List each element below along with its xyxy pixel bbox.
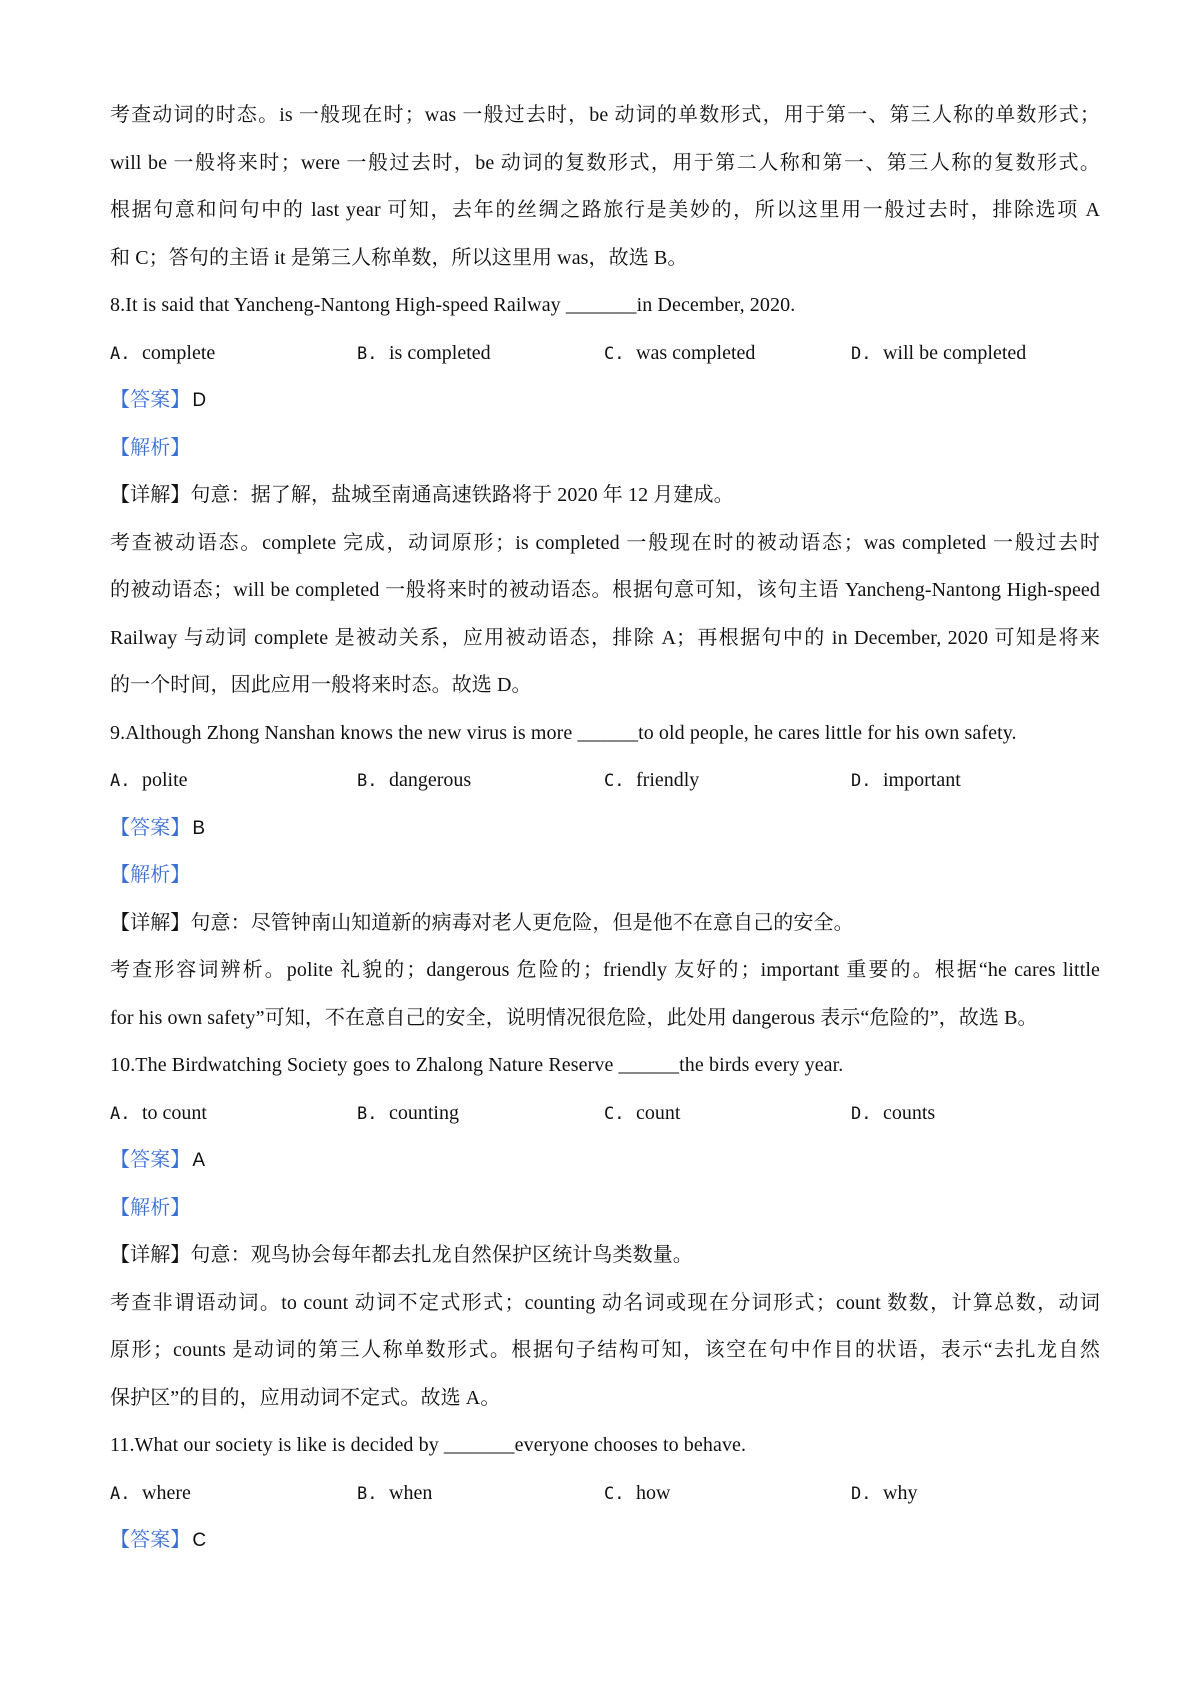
option-c	[604, 1090, 851, 1138]
option-letter: C.	[604, 1483, 625, 1504]
option-letter: C.	[604, 343, 625, 364]
detail-line	[110, 900, 1100, 948]
option-text: why	[883, 1481, 918, 1504]
explanation-line: Railway 与动词 complete 是被动关系，应用被动语态，排除 A；再根据句中的 in December, 2020 可知是将来	[110, 626, 1100, 649]
explanation-line: 的一个时间，因此应用一般将来时态。故选 D。	[110, 674, 532, 696]
question-stem: 11.What our society is like is decided by _______everyone chooses to behave.	[110, 1434, 747, 1456]
option-text: counting	[389, 1101, 459, 1124]
option-text: was completed	[636, 341, 756, 364]
option-letter: B.	[357, 1103, 378, 1124]
option-text: complete	[142, 341, 216, 364]
intro-line: 和 C；答句的主语 it 是第三人称单数，所以这里用 was，故选 B。	[110, 246, 688, 269]
analysis-tag: 【解析】	[110, 864, 191, 886]
option-d	[851, 330, 1098, 378]
analysis-tag: 【解析】	[110, 436, 191, 459]
option-letter: C.	[604, 771, 625, 791]
option-a	[110, 330, 357, 378]
option-letter: A.	[110, 771, 131, 791]
options-row	[110, 330, 1100, 378]
option-a	[110, 757, 357, 805]
detail-line	[110, 1232, 1100, 1280]
answer-line	[110, 1517, 1100, 1565]
option-b	[357, 330, 604, 378]
detail-text: 句意：据了解，盐城至南通高速铁路将于 2020 年 12 月建成。	[190, 484, 734, 506]
answer-tag: 【答案】	[110, 1149, 191, 1171]
option-text: will be completed	[883, 341, 1027, 364]
answer-line	[110, 377, 1100, 425]
question-stem: 9.Although Zhong Nanshan knows the new virus is more ______to old people, he cares little for his own safety.	[110, 721, 1017, 744]
answer-tag: 【答案】	[110, 389, 191, 411]
detail-text: 句意：观鸟协会每年都去扎龙自然保护区统计鸟类数量。	[190, 1244, 693, 1266]
answer-line	[110, 805, 1100, 853]
detail-tag: 【详解】	[110, 911, 191, 934]
answer-value: A	[192, 1150, 206, 1171]
question-stem: 10.The Birdwatching Society goes to Zhalong Nature Reserve ______the birds every year.	[110, 1054, 844, 1076]
analysis-line	[110, 1185, 1100, 1233]
option-letter: A.	[110, 1103, 131, 1124]
option-d	[851, 1470, 1098, 1518]
detail-tag: 【详解】	[110, 484, 191, 506]
option-text: where	[142, 1481, 191, 1504]
option-d	[851, 1090, 1098, 1138]
option-letter: A.	[110, 1483, 131, 1504]
analysis-line	[110, 425, 1100, 473]
option-b	[357, 1470, 604, 1518]
explanation-line: 考查形容词辨析。polite 礼貌的；dangerous 危险的；friendly 友好的；important 重要的。根据“he cares little	[110, 959, 1100, 981]
option-letter: B.	[357, 771, 378, 791]
detail-line	[110, 472, 1100, 520]
option-text: friendly	[636, 769, 700, 791]
answer-tag: 【答案】	[110, 1529, 191, 1551]
option-text: count	[636, 1101, 681, 1124]
option-b	[357, 1090, 604, 1138]
analysis-line	[110, 852, 1100, 900]
option-text: polite	[142, 769, 188, 791]
option-c	[604, 330, 851, 378]
explanation-line: for his own safety”可知，不在意自己的安全，说明情况很危险，此处用 dangerous 表示“危险的”，故选 B。	[110, 1006, 1038, 1029]
analysis-tag: 【解析】	[110, 1196, 191, 1219]
option-letter: B.	[357, 343, 378, 364]
option-a	[110, 1090, 357, 1138]
option-letter: A.	[110, 343, 131, 364]
option-a	[110, 1470, 357, 1518]
document-page	[110, 92, 1100, 1565]
option-text: counts	[883, 1101, 936, 1124]
intro-line: will be 一般将来时；were 一般过去时，be 动词的复数形式，用于第二人称和第一、第三人称的复数形式。	[110, 151, 1100, 174]
options-row	[110, 757, 1100, 805]
option-letter: D.	[851, 1103, 872, 1124]
option-text: dangerous	[389, 769, 472, 791]
option-letter: D.	[851, 771, 872, 791]
answer-tag: 【答案】	[110, 816, 191, 839]
option-c	[604, 1470, 851, 1518]
option-d	[851, 757, 1098, 805]
explanation-line: 原形；counts 是动词的第三人称单数形式。根据句子结构可知，该空在句中作目的状语，表示“去扎龙自然	[110, 1339, 1100, 1361]
option-letter: D.	[851, 1483, 872, 1504]
option-text: to count	[142, 1101, 207, 1124]
explanation-line: 考查被动语态。complete 完成，动词原形；is completed 一般现在时的被动语态；was completed 一般过去时	[110, 531, 1100, 554]
option-letter: D.	[851, 343, 872, 364]
answer-value: B	[192, 817, 206, 839]
option-b	[357, 757, 604, 805]
answer-value: C	[192, 1530, 207, 1551]
explanation-line: 考查非谓语动词。to count 动词不定式形式；counting 动名词或现在分词形式；count 数数，计算总数，动词	[110, 1291, 1100, 1314]
option-text: important	[883, 769, 961, 791]
intro-line: 考查动词的时态。is 一般现在时；was 一般过去时，be 动词的单数形式，用于第一、第三人称的单数形式；	[110, 104, 1100, 126]
intro-line: 根据句意和问句中的 last year 可知，去年的丝绸之路旅行是美妙的，所以这里用一般过去时，排除选项 A	[110, 199, 1100, 221]
question-stem: 8.It is said that Yancheng-Nantong High-speed Railway _______in December, 2020.	[110, 294, 796, 316]
option-c	[604, 757, 851, 805]
explanation-line: 保护区”的目的，应用动词不定式。故选 A。	[110, 1386, 501, 1409]
option-letter: B.	[357, 1483, 378, 1504]
explanation-line: 的被动语态；will be completed 一般将来时的被动语态。根据句意可知，该句主语 Yancheng-Nantong High-speed	[110, 579, 1100, 601]
detail-tag: 【详解】	[110, 1244, 191, 1266]
answer-value: D	[192, 390, 207, 411]
answer-line	[110, 1137, 1100, 1185]
option-text: how	[636, 1481, 671, 1504]
option-letter: C.	[604, 1103, 625, 1124]
detail-text: 句意：尽管钟南山知道新的病毒对老人更危险，但是他不在意自己的安全。	[190, 911, 854, 934]
option-text: is completed	[389, 341, 491, 364]
options-row	[110, 1090, 1100, 1138]
option-text: when	[389, 1481, 433, 1504]
options-row	[110, 1470, 1100, 1518]
